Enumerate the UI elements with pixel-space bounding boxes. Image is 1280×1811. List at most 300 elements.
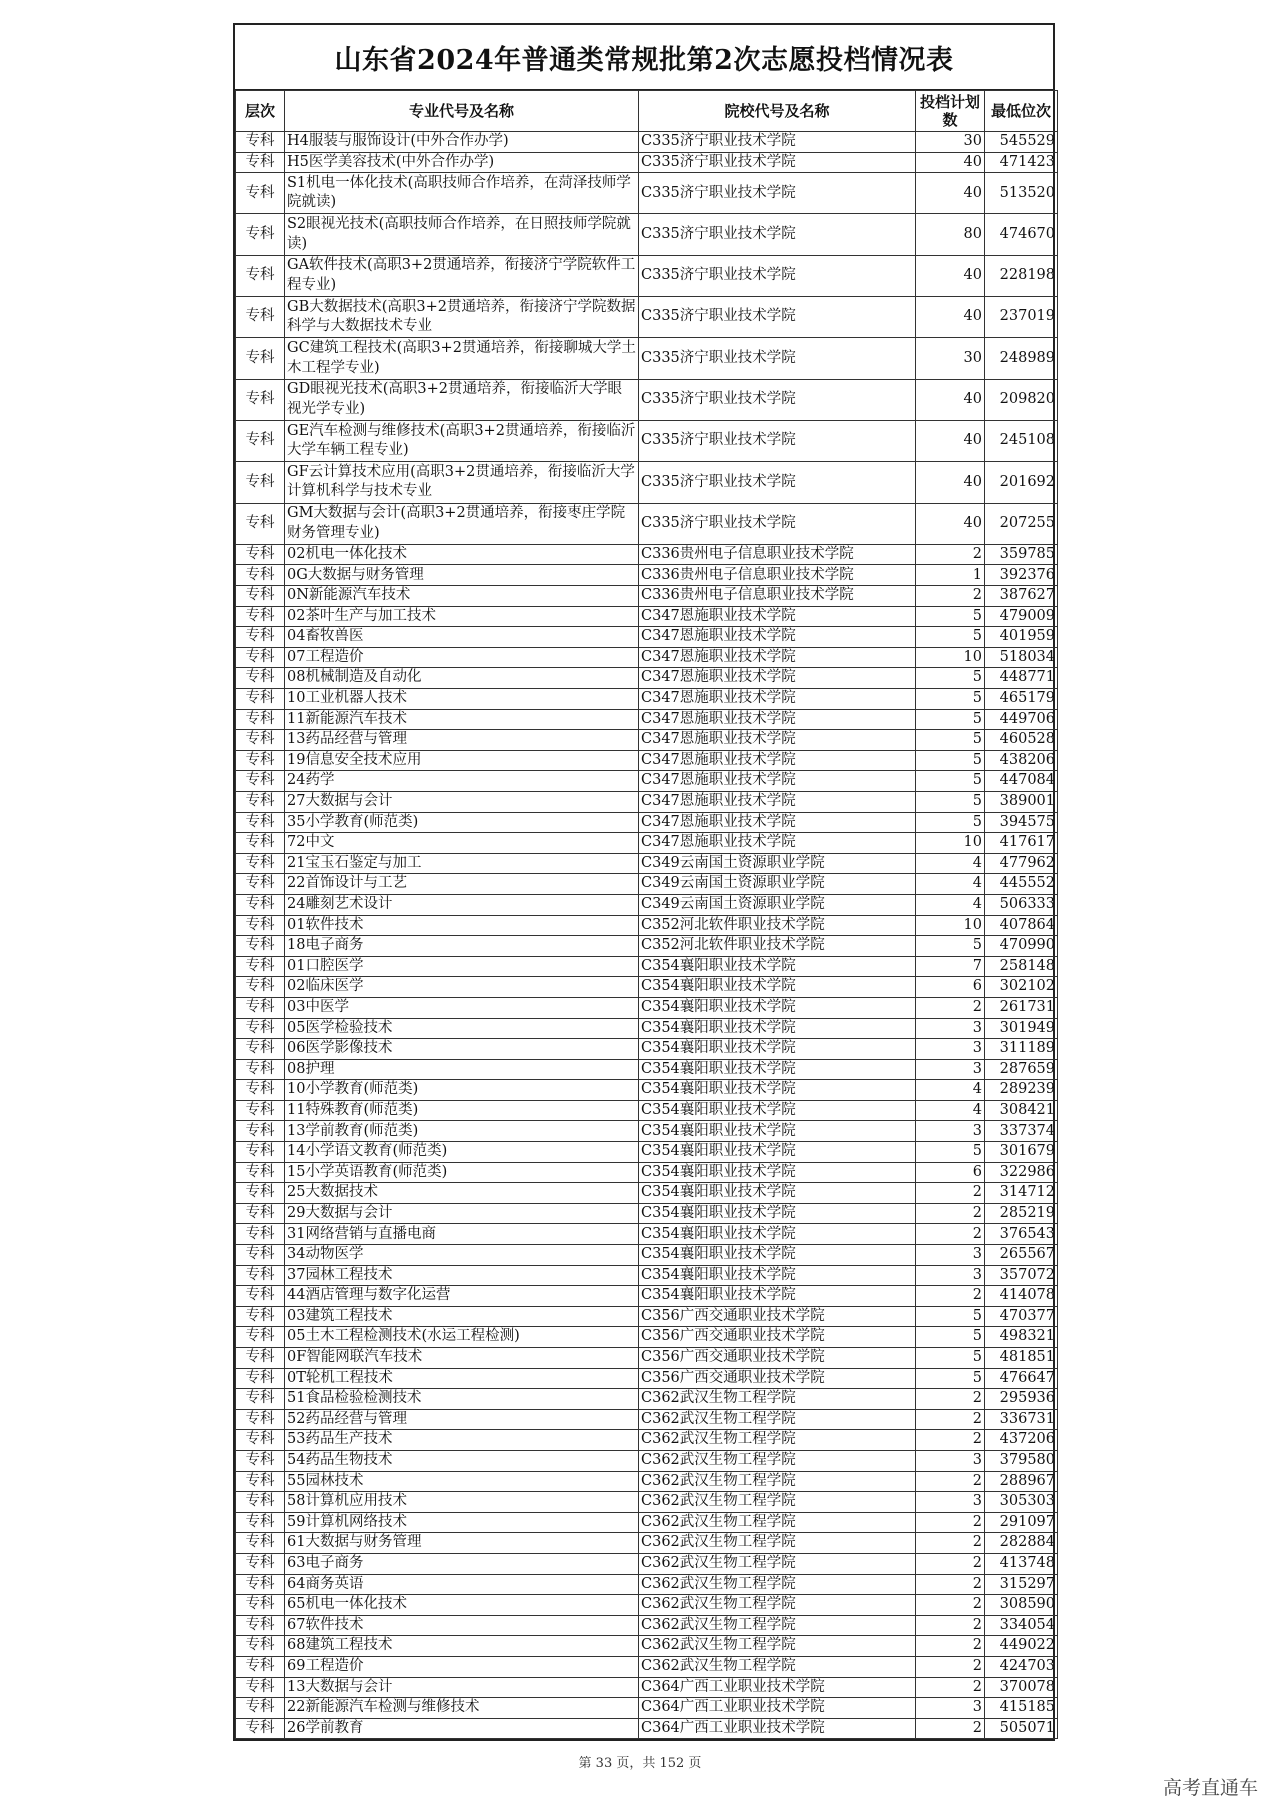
cell-level: 专科 (236, 606, 285, 627)
cell-level: 专科 (236, 1430, 285, 1451)
cell-min-rank: 389001 (985, 791, 1058, 812)
cell-min-rank: 498321 (985, 1327, 1058, 1348)
table-row (236, 586, 1058, 607)
cell-level: 专科 (236, 338, 285, 379)
cell-school: C354襄阳职业技术学院 (639, 997, 916, 1018)
cell-min-rank: 301679 (985, 1142, 1058, 1163)
cell-major: 21宝玉石鉴定与加工 (285, 853, 639, 874)
cell-plan: 5 (916, 1142, 985, 1163)
table-row (236, 1553, 1058, 1574)
cell-min-rank: 248989 (985, 338, 1058, 379)
header-plan: 投档计划数 (916, 91, 985, 132)
cell-level: 专科 (236, 1018, 285, 1039)
cell-level: 专科 (236, 956, 285, 977)
table-row (236, 1677, 1058, 1698)
cell-min-rank: 370078 (985, 1677, 1058, 1698)
cell-plan: 5 (916, 1348, 985, 1369)
table-row (236, 977, 1058, 998)
cell-min-rank: 337374 (985, 1121, 1058, 1142)
cell-major: S1机电一体化技术(高职技师合作培养，在菏泽技师学院就读) (285, 173, 639, 214)
cell-school: C362武汉生物工程学院 (639, 1389, 916, 1410)
cell-school: C347恩施职业技术学院 (639, 606, 916, 627)
cell-level: 专科 (236, 1100, 285, 1121)
table-row (236, 1471, 1058, 1492)
cell-level: 专科 (236, 1450, 285, 1471)
cell-min-rank: 470377 (985, 1306, 1058, 1327)
cell-level: 专科 (236, 874, 285, 895)
cell-school: C354襄阳职业技术学院 (639, 1100, 916, 1121)
cell-level: 专科 (236, 1595, 285, 1616)
table-row (236, 1327, 1058, 1348)
cell-school: C362武汉生物工程学院 (639, 1533, 916, 1554)
table-body (236, 132, 1058, 1739)
cell-major: 22首饰设计与工艺 (285, 874, 639, 895)
cell-major: 01软件技术 (285, 915, 639, 936)
table-row (236, 565, 1058, 586)
cell-min-rank: 261731 (985, 997, 1058, 1018)
cell-min-rank: 513520 (985, 173, 1058, 214)
cell-level: 专科 (236, 462, 285, 503)
cell-min-rank: 417617 (985, 833, 1058, 854)
cell-major: 67软件技术 (285, 1615, 639, 1636)
cell-major: 34动物医学 (285, 1245, 639, 1266)
cell-school: C354襄阳职业技术学院 (639, 1245, 916, 1266)
cell-min-rank: 302102 (985, 977, 1058, 998)
cell-school: C362武汉生物工程学院 (639, 1553, 916, 1574)
cell-major: 07工程造价 (285, 647, 639, 668)
table-row (236, 503, 1058, 544)
table-row (236, 606, 1058, 627)
cell-min-rank: 305303 (985, 1492, 1058, 1513)
cell-min-rank: 392376 (985, 565, 1058, 586)
cell-level: 专科 (236, 1533, 285, 1554)
cell-school: C336贵州电子信息职业技术学院 (639, 565, 916, 586)
table-row (236, 1574, 1058, 1595)
cell-min-rank: 518034 (985, 647, 1058, 668)
cell-level: 专科 (236, 214, 285, 255)
cell-level: 专科 (236, 1203, 285, 1224)
cell-major: 01口腔医学 (285, 956, 639, 977)
cell-school: C347恩施职业技术学院 (639, 689, 916, 710)
cell-school: C335济宁职业技术学院 (639, 297, 916, 338)
cell-plan: 2 (916, 1224, 985, 1245)
cell-min-rank: 265567 (985, 1245, 1058, 1266)
cell-level: 专科 (236, 544, 285, 565)
cell-min-rank: 415185 (985, 1698, 1058, 1719)
cell-school: C349云南国土资源职业学院 (639, 894, 916, 915)
cell-level: 专科 (236, 1245, 285, 1266)
cell-school: C364广西工业职业技术学院 (639, 1718, 916, 1739)
cell-major: H5医学美容技术(中外合作办学) (285, 152, 639, 173)
table-row (236, 853, 1058, 874)
cell-plan: 2 (916, 1574, 985, 1595)
cell-min-rank: 287659 (985, 1059, 1058, 1080)
cell-plan: 5 (916, 689, 985, 710)
cell-school: C354襄阳职业技术学院 (639, 1203, 916, 1224)
cell-plan: 4 (916, 894, 985, 915)
cell-major: 10小学教育(师范类) (285, 1080, 639, 1101)
cell-major: 13大数据与会计 (285, 1677, 639, 1698)
cell-level: 专科 (236, 1080, 285, 1101)
cell-major: 0F智能网联汽车技术 (285, 1348, 639, 1369)
cell-major: 02临床医学 (285, 977, 639, 998)
cell-min-rank: 476647 (985, 1368, 1058, 1389)
admission-table (235, 90, 1058, 1739)
cell-level: 专科 (236, 1492, 285, 1513)
table-row (236, 668, 1058, 689)
cell-school: C347恩施职业技术学院 (639, 750, 916, 771)
cell-school: C354襄阳职业技术学院 (639, 1080, 916, 1101)
cell-min-rank: 437206 (985, 1430, 1058, 1451)
cell-plan: 40 (916, 420, 985, 461)
table-row (236, 1265, 1058, 1286)
cell-school: C354襄阳职业技术学院 (639, 1142, 916, 1163)
cell-major: 14小学语文教育(师范类) (285, 1142, 639, 1163)
page-title: 山东省2024年普通类常规批第2次志愿投档情况表 (235, 25, 1053, 90)
cell-plan: 6 (916, 977, 985, 998)
cell-major: 44酒店管理与数字化运营 (285, 1286, 639, 1307)
cell-level: 专科 (236, 132, 285, 153)
cell-major: 05医学检验技术 (285, 1018, 639, 1039)
table-row (236, 1245, 1058, 1266)
cell-level: 专科 (236, 1265, 285, 1286)
cell-major: 18电子商务 (285, 936, 639, 957)
cell-school: C356广西交通职业技术学院 (639, 1368, 916, 1389)
cell-plan: 30 (916, 338, 985, 379)
cell-min-rank: 237019 (985, 297, 1058, 338)
cell-plan: 30 (916, 132, 985, 153)
cell-min-rank: 336731 (985, 1409, 1058, 1430)
cell-level: 专科 (236, 791, 285, 812)
table-row (236, 1121, 1058, 1142)
cell-level: 专科 (236, 1389, 285, 1410)
table-row (236, 997, 1058, 1018)
table-row (236, 462, 1058, 503)
cell-level: 专科 (236, 1553, 285, 1574)
cell-plan: 4 (916, 1100, 985, 1121)
cell-level: 专科 (236, 1348, 285, 1369)
cell-school: C354襄阳职业技术学院 (639, 1018, 916, 1039)
cell-plan: 2 (916, 1553, 985, 1574)
cell-school: C362武汉生物工程学院 (639, 1512, 916, 1533)
cell-school: C347恩施职业技术学院 (639, 771, 916, 792)
cell-level: 专科 (236, 627, 285, 648)
cell-major: 13药品经营与管理 (285, 730, 639, 751)
table-row (236, 1389, 1058, 1410)
table-row (236, 689, 1058, 710)
cell-min-rank: 401959 (985, 627, 1058, 648)
cell-min-rank: 460528 (985, 730, 1058, 751)
cell-min-rank: 449706 (985, 709, 1058, 730)
cell-school: C336贵州电子信息职业技术学院 (639, 544, 916, 565)
cell-plan: 4 (916, 1080, 985, 1101)
cell-level: 专科 (236, 1183, 285, 1204)
cell-plan: 2 (916, 1595, 985, 1616)
cell-plan: 40 (916, 503, 985, 544)
cell-school: C354襄阳职业技术学院 (639, 1224, 916, 1245)
cell-min-rank: 379580 (985, 1450, 1058, 1471)
cell-school: C349云南国土资源职业学院 (639, 853, 916, 874)
cell-min-rank: 447084 (985, 771, 1058, 792)
cell-major: 51食品检验检测技术 (285, 1389, 639, 1410)
cell-min-rank: 285219 (985, 1203, 1058, 1224)
cell-school: C347恩施职业技术学院 (639, 668, 916, 689)
table-row (236, 1203, 1058, 1224)
cell-min-rank: 545529 (985, 132, 1058, 153)
cell-school: C347恩施职业技术学院 (639, 791, 916, 812)
table-row (236, 915, 1058, 936)
cell-school: C356广西交通职业技术学院 (639, 1306, 916, 1327)
cell-major: 64商务英语 (285, 1574, 639, 1595)
cell-min-rank: 282884 (985, 1533, 1058, 1554)
cell-plan: 10 (916, 647, 985, 668)
cell-min-rank: 314712 (985, 1183, 1058, 1204)
table-row (236, 956, 1058, 977)
cell-level: 专科 (236, 1698, 285, 1719)
cell-level: 专科 (236, 936, 285, 957)
cell-level: 专科 (236, 977, 285, 998)
cell-major: 55园林技术 (285, 1471, 639, 1492)
cell-major: 58计算机应用技术 (285, 1492, 639, 1513)
cell-school: C362武汉生物工程学院 (639, 1636, 916, 1657)
cell-level: 专科 (236, 668, 285, 689)
cell-major: 26学前教育 (285, 1718, 639, 1739)
cell-min-rank: 315297 (985, 1574, 1058, 1595)
cell-major: 08护理 (285, 1059, 639, 1080)
cell-plan: 3 (916, 1265, 985, 1286)
cell-level: 专科 (236, 915, 285, 936)
table-row (236, 647, 1058, 668)
cell-school: C356广西交通职业技术学院 (639, 1327, 916, 1348)
cell-plan: 2 (916, 1203, 985, 1224)
page-number: 第 33 页，共 152 页 (578, 1756, 702, 1771)
cell-level: 专科 (236, 1471, 285, 1492)
cell-school: C364广西工业职业技术学院 (639, 1677, 916, 1698)
table-row (236, 1656, 1058, 1677)
table-row (236, 255, 1058, 296)
cell-major: 37园林工程技术 (285, 1265, 639, 1286)
cell-major: S2眼视光技术(高职技师合作培养，在日照技师学院就读) (285, 214, 639, 255)
table-row (236, 1059, 1058, 1080)
cell-min-rank: 424703 (985, 1656, 1058, 1677)
cell-major: GM大数据与会计(高职3+2贯通培养，衔接枣庄学院财务管理专业) (285, 503, 639, 544)
cell-major: GE汽车检测与维修技术(高职3+2贯通培养，衔接临沂大学车辆工程专业) (285, 420, 639, 461)
cell-school: C362武汉生物工程学院 (639, 1656, 916, 1677)
cell-major: 08机械制造及自动化 (285, 668, 639, 689)
cell-major: 53药品生产技术 (285, 1430, 639, 1451)
cell-plan: 4 (916, 853, 985, 874)
cell-min-rank: 291097 (985, 1512, 1058, 1533)
cell-school: C335济宁职业技术学院 (639, 173, 916, 214)
cell-min-rank: 288967 (985, 1471, 1058, 1492)
cell-school: C347恩施职业技术学院 (639, 709, 916, 730)
table-row (236, 627, 1058, 648)
cell-level: 专科 (236, 709, 285, 730)
cell-school: C335济宁职业技术学院 (639, 379, 916, 420)
cell-school: C354襄阳职业技术学院 (639, 1183, 916, 1204)
cell-level: 专科 (236, 1327, 285, 1348)
cell-major: 31网络营销与直播电商 (285, 1224, 639, 1245)
cell-level: 专科 (236, 1121, 285, 1142)
cell-plan: 2 (916, 1389, 985, 1410)
cell-major: GC建筑工程技术(高职3+2贯通培养，衔接聊城大学土木工程学专业) (285, 338, 639, 379)
table-row (236, 791, 1058, 812)
cell-min-rank: 311189 (985, 1039, 1058, 1060)
cell-plan: 5 (916, 730, 985, 751)
cell-school: C354襄阳职业技术学院 (639, 1162, 916, 1183)
cell-school: C362武汉生物工程学院 (639, 1409, 916, 1430)
cell-major: 11新能源汽车技术 (285, 709, 639, 730)
cell-plan: 5 (916, 791, 985, 812)
table-row (236, 152, 1058, 173)
cell-school: C354襄阳职业技术学院 (639, 1121, 916, 1142)
cell-school: C354襄阳职业技术学院 (639, 1286, 916, 1307)
cell-min-rank: 465179 (985, 689, 1058, 710)
table-row (236, 379, 1058, 420)
cell-major: GA软件技术(高职3+2贯通培养，衔接济宁学院软件工程专业) (285, 255, 639, 296)
cell-school: C362武汉生物工程学院 (639, 1574, 916, 1595)
cell-min-rank: 322986 (985, 1162, 1058, 1183)
cell-min-rank: 245108 (985, 420, 1058, 461)
cell-plan: 1 (916, 565, 985, 586)
cell-min-rank: 301949 (985, 1018, 1058, 1039)
header-min-rank: 最低位次 (985, 91, 1058, 132)
cell-school: C336贵州电子信息职业技术学院 (639, 586, 916, 607)
cell-major: H4服装与服饰设计(中外合作办学) (285, 132, 639, 153)
table-row (236, 1018, 1058, 1039)
cell-major: 0N新能源汽车技术 (285, 586, 639, 607)
cell-major: 69工程造价 (285, 1656, 639, 1677)
cell-plan: 2 (916, 1615, 985, 1636)
cell-school: C354襄阳职业技术学院 (639, 956, 916, 977)
cell-level: 专科 (236, 503, 285, 544)
cell-level: 专科 (236, 173, 285, 214)
cell-major: 29大数据与会计 (285, 1203, 639, 1224)
cell-plan: 4 (916, 874, 985, 895)
table-row (236, 173, 1058, 214)
cell-level: 专科 (236, 1409, 285, 1430)
cell-min-rank: 506333 (985, 894, 1058, 915)
cell-school: C347恩施职业技术学院 (639, 812, 916, 833)
cell-plan: 2 (916, 1471, 985, 1492)
cell-level: 专科 (236, 647, 285, 668)
table-row (236, 894, 1058, 915)
cell-major: 25大数据技术 (285, 1183, 639, 1204)
table-row (236, 1142, 1058, 1163)
cell-min-rank: 481851 (985, 1348, 1058, 1369)
cell-min-rank: 387627 (985, 586, 1058, 607)
cell-min-rank: 357072 (985, 1265, 1058, 1286)
cell-min-rank: 207255 (985, 503, 1058, 544)
cell-level: 专科 (236, 1059, 285, 1080)
cell-min-rank: 295936 (985, 1389, 1058, 1410)
cell-level: 专科 (236, 420, 285, 461)
cell-level: 专科 (236, 297, 285, 338)
cell-school: C335济宁职业技术学院 (639, 152, 916, 173)
cell-major: GF云计算技术应用(高职3+2贯通培养，衔接临沂大学计算机科学与技术专业 (285, 462, 639, 503)
cell-min-rank: 477962 (985, 853, 1058, 874)
cell-level: 专科 (236, 1615, 285, 1636)
cell-level: 专科 (236, 379, 285, 420)
cell-major: GB大数据技术(高职3+2贯通培养，衔接济宁学院数据科学与大数据技术专业 (285, 297, 639, 338)
cell-school: C335济宁职业技术学院 (639, 214, 916, 255)
cell-major: 10工业机器人技术 (285, 689, 639, 710)
cell-plan: 2 (916, 1718, 985, 1739)
cell-school: C362武汉生物工程学院 (639, 1595, 916, 1616)
cell-level: 专科 (236, 1306, 285, 1327)
table-row (236, 1162, 1058, 1183)
cell-level: 专科 (236, 771, 285, 792)
cell-plan: 40 (916, 379, 985, 420)
cell-plan: 3 (916, 1245, 985, 1266)
cell-min-rank: 289239 (985, 1080, 1058, 1101)
cell-level: 专科 (236, 1636, 285, 1657)
cell-plan: 2 (916, 544, 985, 565)
cell-school: C347恩施职业技术学院 (639, 730, 916, 751)
cell-min-rank: 308590 (985, 1595, 1058, 1616)
cell-min-rank: 471423 (985, 152, 1058, 173)
cell-min-rank: 470990 (985, 936, 1058, 957)
cell-major: 03中医学 (285, 997, 639, 1018)
cell-level: 专科 (236, 255, 285, 296)
cell-plan: 5 (916, 936, 985, 957)
cell-plan: 3 (916, 1059, 985, 1080)
cell-plan: 3 (916, 1450, 985, 1471)
cell-level: 专科 (236, 1286, 285, 1307)
cell-school: C347恩施职业技术学院 (639, 627, 916, 648)
cell-major: 13学前教育(师范类) (285, 1121, 639, 1142)
cell-min-rank: 308421 (985, 1100, 1058, 1121)
cell-level: 专科 (236, 894, 285, 915)
cell-school: C335济宁职业技术学院 (639, 503, 916, 544)
cell-major: 63电子商务 (285, 1553, 639, 1574)
watermark: 高考直通车 (1162, 1777, 1258, 1799)
cell-major: 15小学英语教育(师范类) (285, 1162, 639, 1183)
cell-plan: 40 (916, 152, 985, 173)
cell-school: C354襄阳职业技术学院 (639, 1059, 916, 1080)
cell-school: C347恩施职业技术学院 (639, 647, 916, 668)
table-row (236, 874, 1058, 895)
cell-plan: 6 (916, 1162, 985, 1183)
cell-plan: 40 (916, 255, 985, 296)
cell-major: 35小学教育(师范类) (285, 812, 639, 833)
cell-level: 专科 (236, 1574, 285, 1595)
cell-plan: 5 (916, 1306, 985, 1327)
cell-school: C335济宁职业技术学院 (639, 132, 916, 153)
cell-plan: 3 (916, 1039, 985, 1060)
table-row (236, 1100, 1058, 1121)
cell-school: C354襄阳职业技术学院 (639, 1039, 916, 1060)
cell-plan: 2 (916, 997, 985, 1018)
table-row (236, 1636, 1058, 1657)
cell-plan: 10 (916, 915, 985, 936)
cell-major: 27大数据与会计 (285, 791, 639, 812)
cell-major: 05土木工程检测技术(水运工程检测) (285, 1327, 639, 1348)
cell-plan: 5 (916, 1368, 985, 1389)
cell-school: C362武汉生物工程学院 (639, 1615, 916, 1636)
cell-level: 专科 (236, 1162, 285, 1183)
table-row (236, 1224, 1058, 1245)
cell-min-rank: 505071 (985, 1718, 1058, 1739)
cell-major: 11特殊教育(师范类) (285, 1100, 639, 1121)
cell-plan: 3 (916, 1698, 985, 1719)
cell-plan: 2 (916, 1286, 985, 1307)
cell-major: 24雕刻艺术设计 (285, 894, 639, 915)
cell-min-rank: 414078 (985, 1286, 1058, 1307)
cell-plan: 2 (916, 1533, 985, 1554)
cell-school: C335济宁职业技术学院 (639, 420, 916, 461)
cell-school: C362武汉生物工程学院 (639, 1430, 916, 1451)
